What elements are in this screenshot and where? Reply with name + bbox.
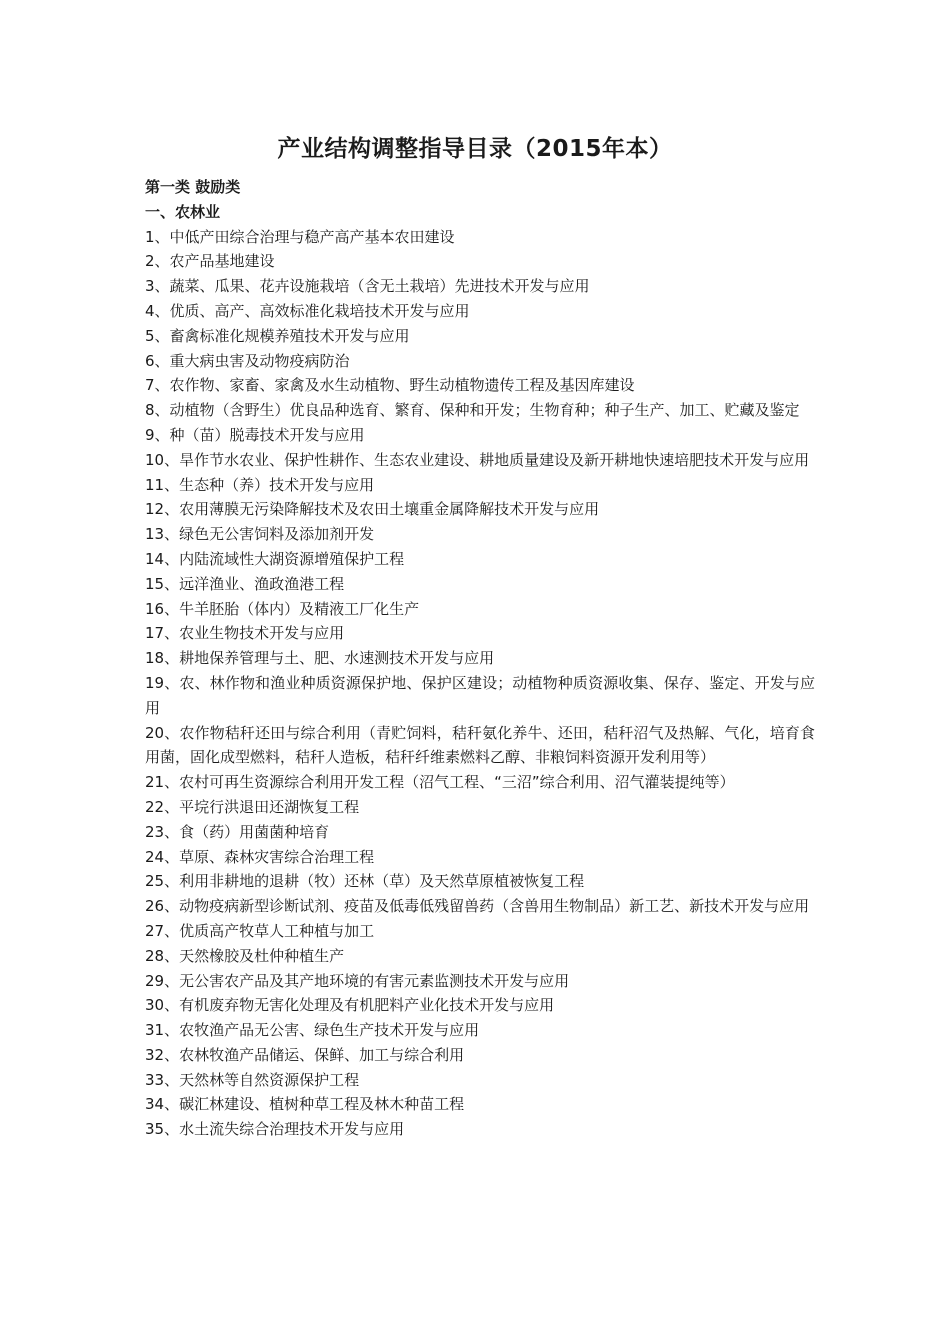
section-heading: 一、农林业 bbox=[145, 202, 221, 221]
list-item: 33、天然林等自然资源保护工程 bbox=[145, 1070, 360, 1089]
category-heading: 第一类 鼓励类 bbox=[145, 178, 241, 196]
list-item: 21、农村可再生资源综合利用开发工程（沼气工程、“三沼”综合利用、沼气灌装提纯等） bbox=[145, 773, 735, 792]
list-item: 23、食（药）用菌菌种培育 bbox=[145, 822, 330, 841]
list-item: 14、内陆流域性大湖资源增殖保护工程 bbox=[145, 549, 405, 568]
list-item: 35、水土流失综合治理技术开发与应用 bbox=[145, 1120, 405, 1139]
list-item: 4、优质、高产、高效标准化栽培技术开发与应用 bbox=[145, 301, 470, 320]
list-item: 13、绿色无公害饲料及添加剂开发 bbox=[145, 525, 375, 544]
list-item: 7、农作物、家畜、家禽及水生动植物、野生动植物遗传工程及基因库建设 bbox=[145, 376, 635, 395]
document-body bbox=[145, 175, 815, 1142]
list-item: 3、蔬菜、瓜果、花卉设施栽培（含无土栽培）先进技术开发与应用 bbox=[145, 277, 590, 296]
list-item: 20、农作物秸秆还田与综合利用（青贮饲料，秸秆氨化养牛、还田，秸秆沼气及热解、气化，培育食用菌，固化成型燃料，秸秆人造板，秸秆纤维素燃料乙醇、非粮饲料资源开发利用等） bbox=[145, 723, 815, 767]
item-list bbox=[145, 225, 815, 1142]
list-item: 16、牛羊胚胎（体内）及精液工厂化生产 bbox=[145, 599, 420, 618]
list-item: 22、平垸行洪退田还湖恢复工程 bbox=[145, 797, 360, 816]
list-item: 30、有机废弃物无害化处理及有机肥料产业化技术开发与应用 bbox=[145, 996, 555, 1015]
list-item: 24、草原、森林灾害综合治理工程 bbox=[145, 847, 375, 866]
list-item: 6、重大病虫害及动物疫病防治 bbox=[145, 351, 350, 370]
list-item: 11、生态种（养）技术开发与应用 bbox=[145, 475, 375, 494]
list-item: 17、农业生物技术开发与应用 bbox=[145, 624, 345, 643]
list-item: 28、天然橡胶及杜仲种植生产 bbox=[145, 946, 345, 965]
list-item: 5、畜禽标准化规模养殖技术开发与应用 bbox=[145, 326, 410, 345]
list-item: 2、农产品基地建设 bbox=[145, 252, 275, 271]
list-item: 10、旱作节水农业、保护性耕作、生态农业建设、耕地质量建设及新开耕地快速培肥技术开发与应用 bbox=[145, 450, 810, 469]
list-item: 8、动植物（含野生）优良品种选育、繁育、保种和开发；生物育种；种子生产、加工、贮藏及鉴定 bbox=[145, 401, 800, 420]
list-item: 34、碳汇林建设、植树种草工程及林木种苗工程 bbox=[145, 1095, 465, 1114]
list-item: 9、种（苗）脱毒技术开发与应用 bbox=[145, 425, 365, 444]
list-item: 29、无公害农产品及其产地环境的有害元素监测技术开发与应用 bbox=[145, 971, 570, 990]
list-item: 18、耕地保养管理与土、肥、水速测技术开发与应用 bbox=[145, 649, 495, 668]
list-item: 25、利用非耕地的退耕（牧）还林（草）及天然草原植被恢复工程 bbox=[145, 872, 585, 891]
list-item: 31、农牧渔产品无公害、绿色生产技术开发与应用 bbox=[145, 1021, 480, 1040]
list-item: 12、农用薄膜无污染降解技术及农田土壤重金属降解技术开发与应用 bbox=[145, 500, 600, 519]
list-item: 19、农、林作物和渔业种质资源保护地、保护区建设；动植物种质资源收集、保存、鉴定、开发与应用 bbox=[145, 673, 815, 717]
list-item: 32、农林牧渔产品储运、保鲜、加工与综合利用 bbox=[145, 1045, 465, 1064]
list-item: 26、动物疫病新型诊断试剂、疫苗及低毒低残留兽药（含兽用生物制品）新工艺、新技术开发与应用 bbox=[145, 897, 810, 916]
list-item: 27、优质高产牧草人工种植与加工 bbox=[145, 921, 375, 940]
list-item: 15、远洋渔业、渔政渔港工程 bbox=[145, 574, 345, 593]
document-title: 产业结构调整指导目录（2015年本） bbox=[277, 136, 673, 162]
list-item: 1、中低产田综合治理与稳产高产基本农田建设 bbox=[145, 227, 455, 246]
